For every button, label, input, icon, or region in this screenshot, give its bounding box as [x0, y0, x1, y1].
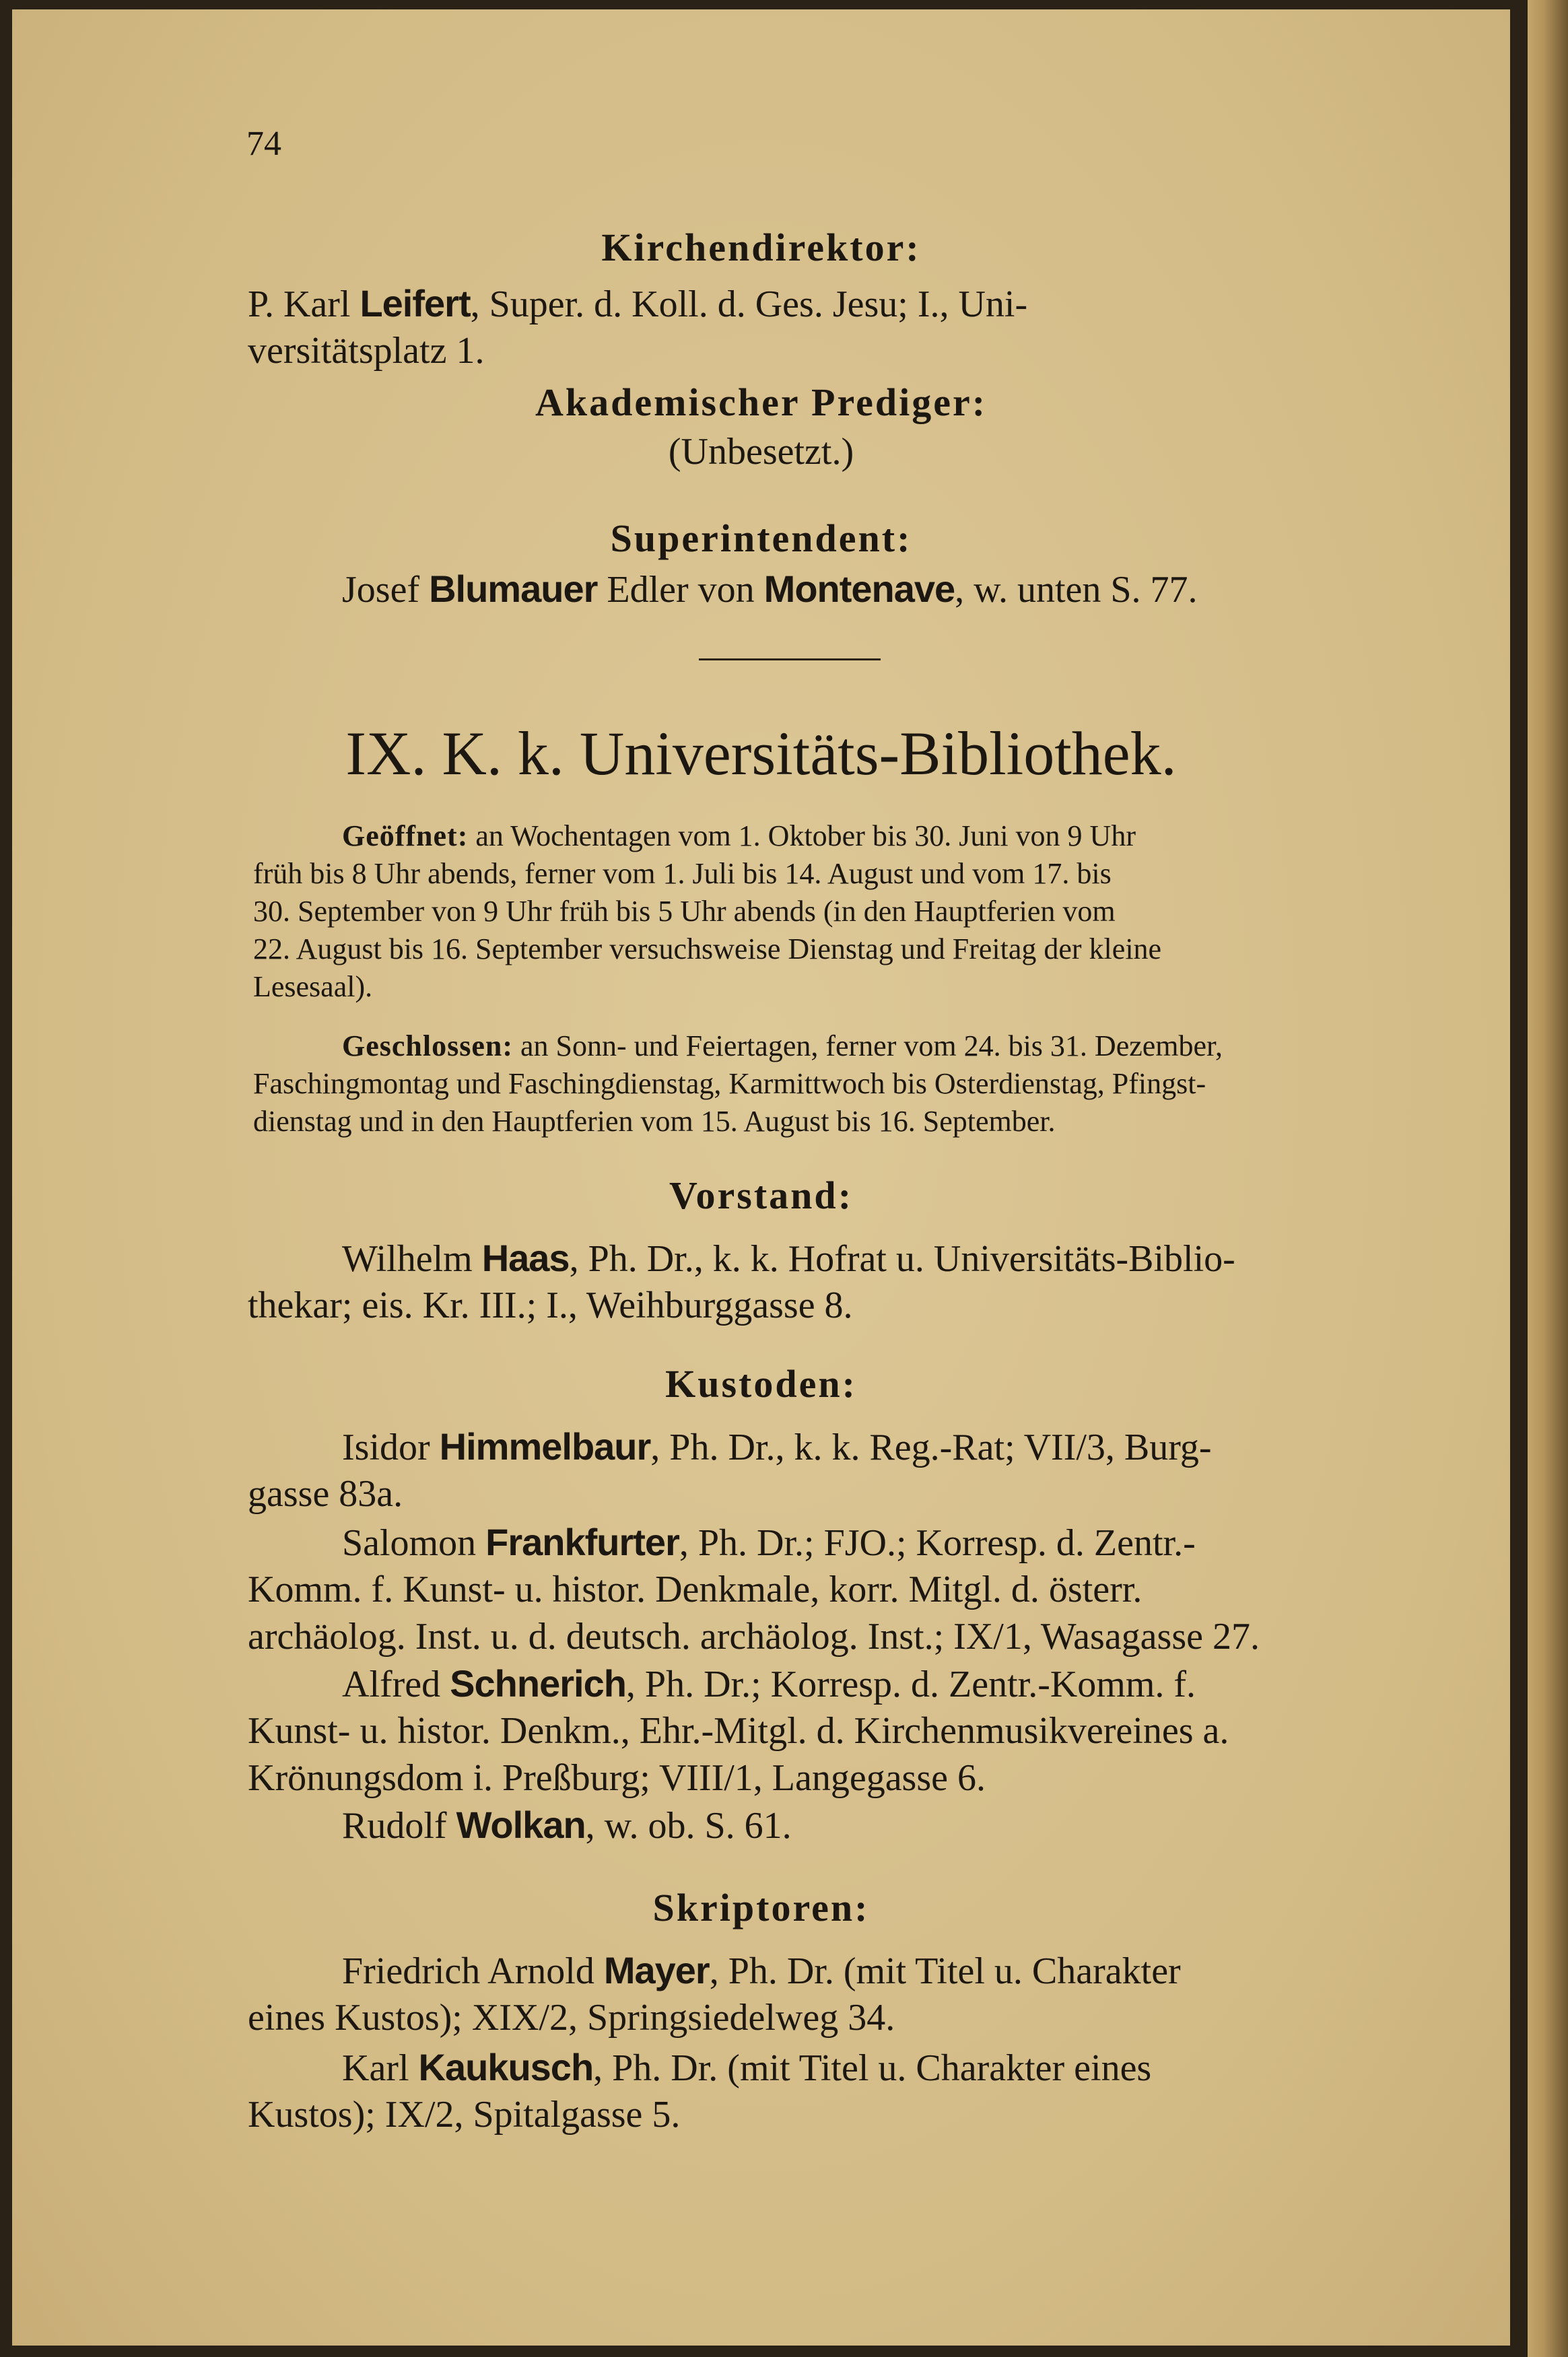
- page-number: 74: [246, 125, 281, 163]
- kirchendirektor-line-2: versitätsplatz 1.: [248, 330, 485, 372]
- text: Rudolf: [342, 1805, 456, 1847]
- person-name: Frankfurter: [485, 1521, 679, 1563]
- kustode-3-line-3: Krönungsdom i. Preßburg; VIII/1, Langegasse 6.: [248, 1757, 986, 1799]
- kustode-2-line-3: archäolog. Inst. u. d. deutsch. archäolog. Inst.; IX/1, Wasagasse 27.: [248, 1616, 1260, 1658]
- text: Salomon: [342, 1522, 486, 1564]
- text: , Ph. Dr.; Korresp. d. Zentr.-Komm. f.: [625, 1664, 1196, 1705]
- kustode-2-line-1: [342, 1519, 1196, 1567]
- person-name: Schnerich: [450, 1662, 626, 1705]
- text: , w. ob. S. 61.: [585, 1805, 792, 1847]
- vorstand-line-2: thekar; eis. Kr. III.; I., Weihburggasse 8.: [248, 1285, 853, 1326]
- kustode-3-line-1: [342, 1660, 1196, 1708]
- person-name: Mayer: [603, 1949, 710, 1991]
- geoeffnet-line-3: 30. September von 9 Uhr früh bis 5 Uhr abends (in den Hauptferien vom: [253, 895, 1116, 928]
- prediger-text: (Unbesetzt.): [668, 431, 854, 473]
- person-name: Wolkan: [456, 1804, 586, 1846]
- text: an Sonn- und Feiertagen, ferner vom 24. bis 31. Dezember,: [513, 1029, 1223, 1062]
- kustode-1-line-2: gasse 83a.: [248, 1473, 403, 1515]
- text: Wilhelm: [342, 1238, 482, 1280]
- vorstand-line-1: [342, 1235, 1235, 1283]
- text: Isidor: [342, 1427, 440, 1468]
- geoeffnet-line-4: 22. August bis 16. September versuchsweise Dienstag und Freitag der kleine: [253, 932, 1162, 965]
- heading-superintendent: Superintendent:: [610, 516, 912, 560]
- person-name: Haas: [481, 1237, 570, 1279]
- geschlossen-label: Geschlossen:: [342, 1029, 513, 1062]
- text: Friedrich Arnold: [342, 1950, 604, 1992]
- geoeffnet-line-2: früh bis 8 Uhr abends, ferner vom 1. Juli bis 14. August und vom 17. bis: [253, 857, 1112, 890]
- text: an Wochentagen vom 1. Oktober bis 30. Juni von 9 Uhr: [468, 819, 1136, 852]
- kustode-2-line-2: Komm. f. Kunst- u. histor. Denkmale, korr. Mitgl. d. österr.: [248, 1569, 1143, 1610]
- person-name: Montenave: [763, 568, 955, 610]
- skriptor-1-line-2: eines Kustos); XIX/2, Springsiedelweg 34.: [248, 1997, 895, 2039]
- person-name: Kaukusch: [418, 2046, 594, 2088]
- text: , w. unten S. 77.: [955, 569, 1198, 611]
- geschlossen-line-1: [342, 1027, 1223, 1065]
- skriptor-2-line-1: [342, 2044, 1151, 2092]
- heading-skriptoren: Skriptoren:: [652, 1886, 870, 1929]
- text: Alfred: [342, 1664, 450, 1705]
- section-title-bibliothek: IX. K. k. Universitäts-Bibliothek.: [345, 719, 1177, 788]
- text: , Super. d. Koll. d. Ges. Jesu; I., Uni-: [470, 283, 1028, 325]
- geoeffnet-line-5: Lesesaal).: [253, 970, 373, 1003]
- kirchendirektor-line-1: [248, 280, 1027, 328]
- kustode-3-line-2: Kunst- u. histor. Denkm., Ehr.-Mitgl. d. Kirchenmusikvereines a.: [248, 1710, 1229, 1752]
- text: Josef: [342, 569, 430, 611]
- skriptor-2-line-2: Kustos); IX/2, Spitalgasse 5.: [248, 2094, 681, 2136]
- heading-vorstand: Vorstand:: [669, 1173, 854, 1217]
- text: Edler von: [597, 569, 764, 611]
- text: , Ph. Dr., k. k. Hofrat u. Universitäts-Biblio-: [569, 1238, 1235, 1280]
- document-page: [12, 9, 1510, 2346]
- text: Karl: [342, 2047, 419, 2089]
- person-name: Leifert: [360, 282, 471, 324]
- heading-kustoden: Kustoden:: [665, 1362, 857, 1406]
- text: , Ph. Dr. (mit Titel u. Charakter: [709, 1950, 1181, 1992]
- geschlossen-line-2: Faschingmontag und Faschingdienstag, Karmittwoch bis Osterdienstag, Pfingst-: [253, 1067, 1206, 1100]
- skriptor-1-line-1: [342, 1947, 1181, 1995]
- geoeffnet-line-1: [342, 817, 1136, 855]
- superintendent-line: [342, 566, 1198, 613]
- kustode-4-line-1: [342, 1802, 792, 1849]
- text: , Ph. Dr., k. k. Reg.-Rat; VII/3, Burg-: [650, 1427, 1212, 1468]
- heading-prediger: Akademischer Prediger:: [535, 380, 988, 424]
- heading-kirchendirektor: Kirchendirektor:: [601, 226, 921, 269]
- text: , Ph. Dr. (mit Titel u. Charakter eines: [593, 2047, 1152, 2089]
- text: , Ph. Dr.; FJO.; Korresp. d. Zentr.-: [679, 1522, 1196, 1564]
- person-name: Blumauer: [429, 568, 598, 610]
- kustode-1-line-1: [342, 1423, 1212, 1471]
- person-name: Himmelbaur: [439, 1425, 651, 1468]
- geschlossen-line-3: dienstag und in den Hauptferien vom 15. August bis 16. September.: [253, 1105, 1056, 1138]
- section-divider: [699, 658, 881, 660]
- text: P. Karl: [248, 283, 360, 325]
- geoeffnet-label: Geöffnet:: [342, 819, 469, 852]
- page-edge-shadow: [1528, 0, 1568, 2357]
